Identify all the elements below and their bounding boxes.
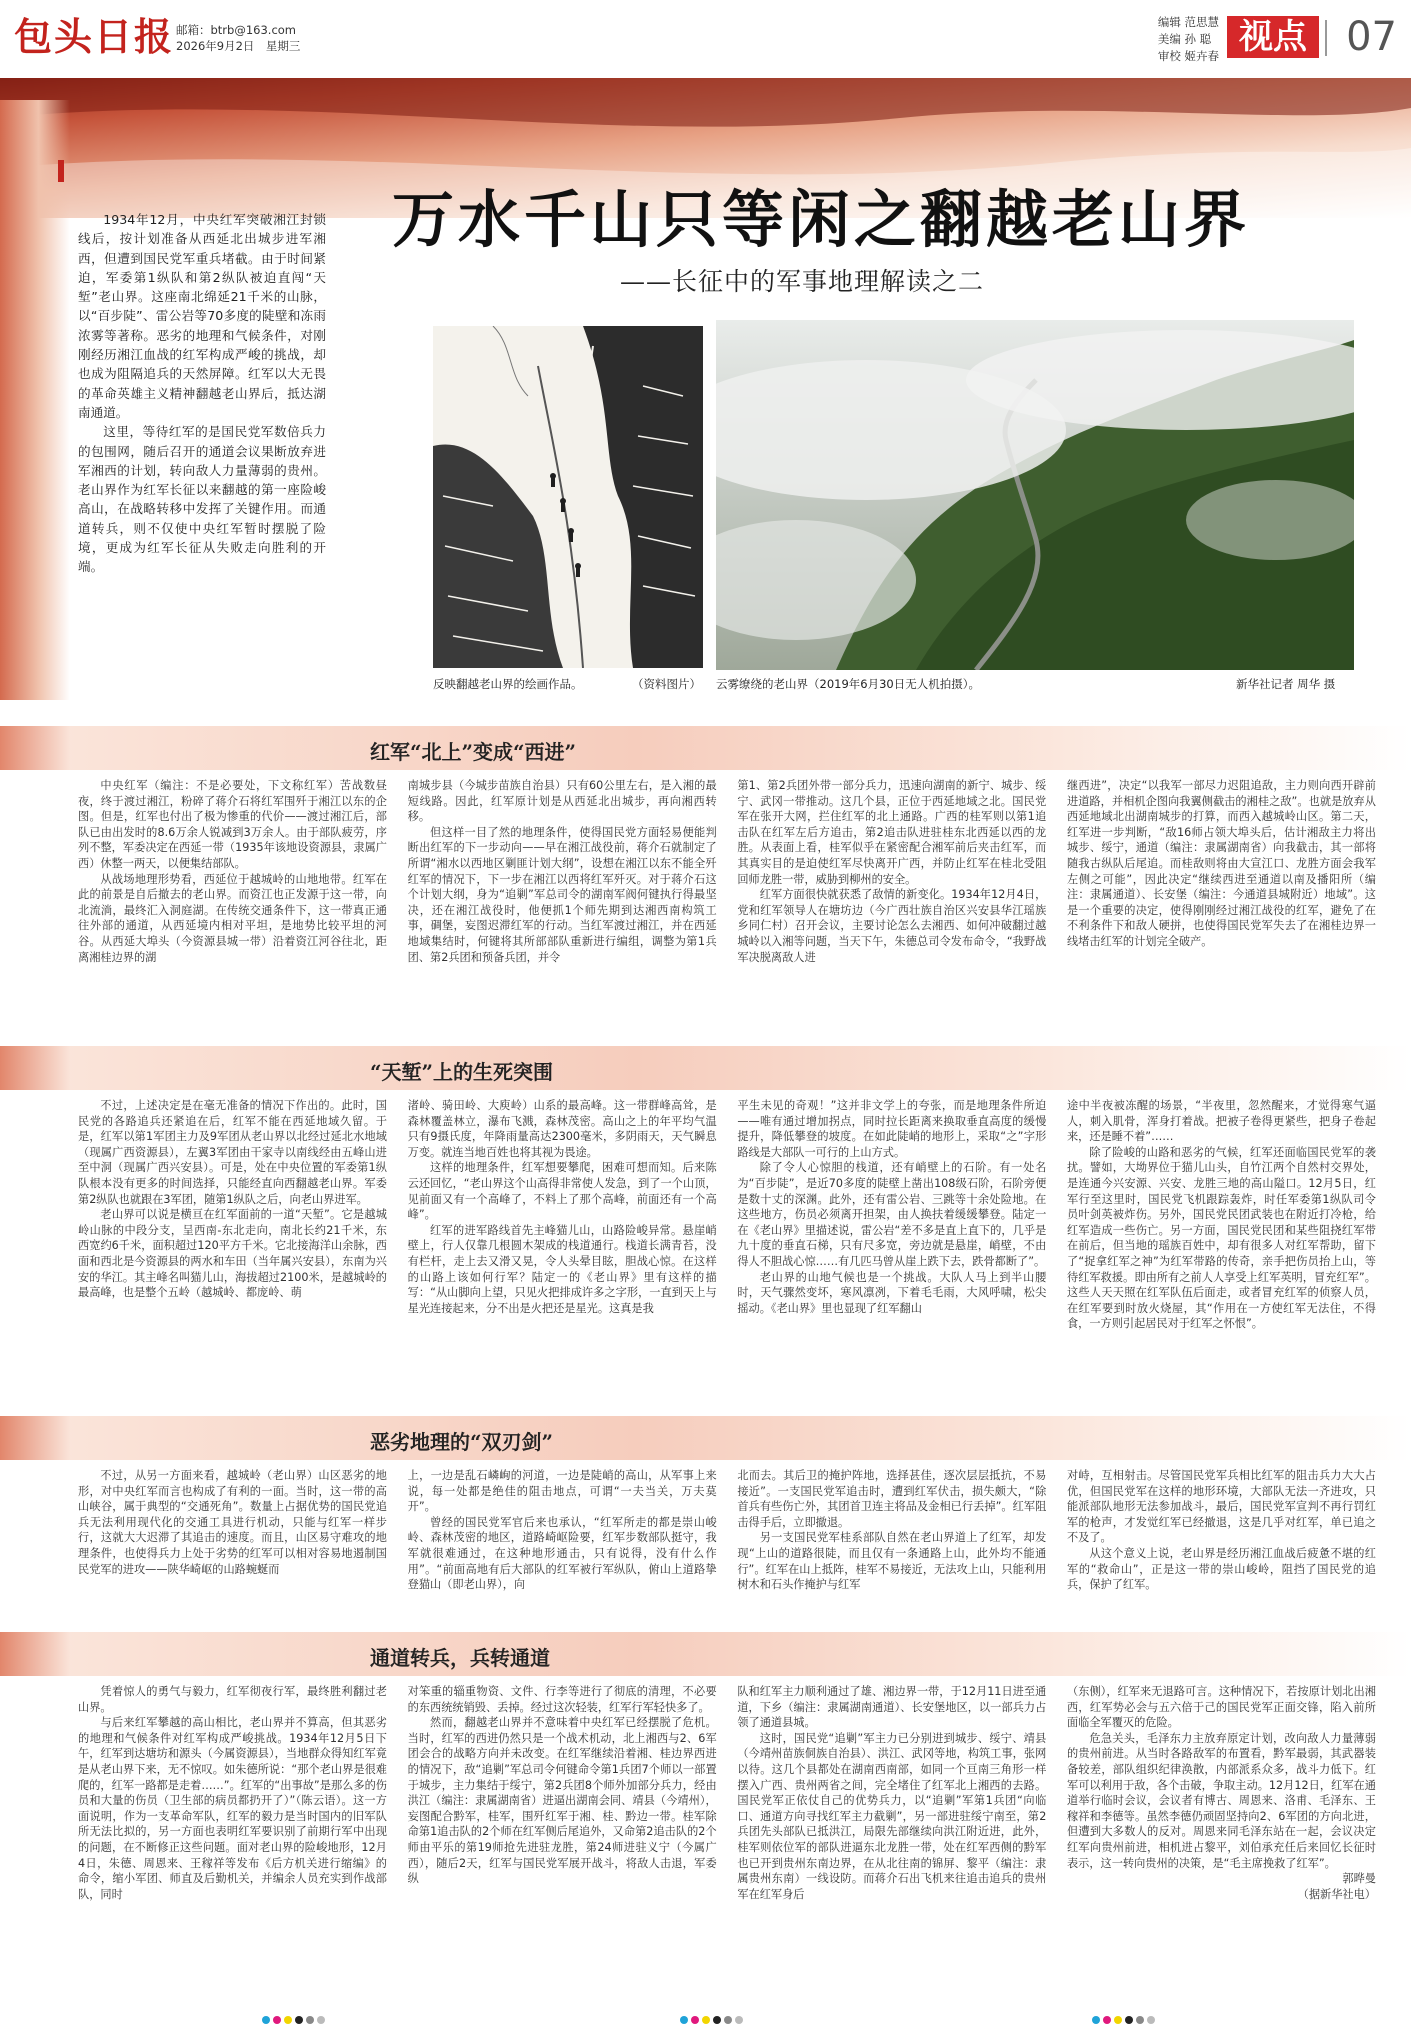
paragraph: 中央红军（编注：不是必要处，下文称红军）苦战数昼夜，终于渡过湘江，粉碎了蒋介石将红军围歼于湘江以东的企图。但是，红军也付出了极为惨重的代价——渡过湘江后，部队已由出发时的8.6万余人锐减到3万余人。由于部队疲劳，序列不整，军委决定在西延一带（1935年该地设资源县，隶属广西）休整一两天，以便集结部队。 (78, 779, 387, 870)
registration-dot (273, 2016, 281, 2024)
editor-line: 审校 姬卉春 (1157, 49, 1219, 63)
lead-paragraph: 1934年12月，中央红军突破湘江封锁线后，按计划准备从西延北出城步进军湘西，但遭到国民党军重兵堵截。由于时间紧迫，军委第1纵队和第2纵队被迫直闯“天堑”老山界。这座南北绵延21千米的山脉，以“百步陡”、雷公岩等70多度的陡壁和冻雨浓雾等著称。恶劣的地理和气候条件，对刚刚经历湘江血战的红军构成严峻的挑战，却也成为阻隔追兵的天然屏障。红军以大无畏的革命英雄主义精神翻越老山界后，抵达湖南通道。 (78, 212, 326, 420)
masthead-info (176, 22, 300, 54)
text-column (1067, 1684, 1376, 2002)
paragraph: 平生未见的奇观！”这并非文学上的夸张，而是地理条件所迫——唯有通过增加拐点，同时拉长距离来换取垂直高度的缓慢提升，降低攀登的坡度。在如此陡峭的地形上，采取“之”字形路线是大部队一可行的上山方式。 (737, 1099, 1047, 1159)
editor-line: 美编 孙 聪 (1157, 32, 1212, 46)
registration-dot (735, 2016, 743, 2024)
paragraph: 这时，国民党“追剿”军主力已分别进到城步、绥宁、靖县（今靖州苗族侗族自治县）、洪江、武冈等地，构筑工事，张网以待。这几个县都处在湖南西南部，如同一个亘南三角形一样摆入广西、贵州两省之间，完全堵住了红军北上湘西的去路。国民党军正依仗自己的优势兵力，以“追剿”军第1兵团“向临口、通道方向寻找红军主力截剿”，另一部进驻绥宁南至，第2兵团先头部队已抵洪江，局限先部继续向洪江附近进，此外，桂军则依位军的部队进逼东北龙胜一带，处在红军西侧的黔军也已开到贵州东南边界，在从北往南的锦屏、黎平（编注：隶属贵州东南）一线设防。而蒋介石出飞机来往追击追兵的贵州军在红军身后 (737, 1731, 1047, 1901)
paragraph: 这样的地理条件，红军想要攀爬，困难可想而知。后来陈云还回忆，“老山界这个山高得非常使人发急，到了一个山顶，见前面又有一个高峰了，不料上了那个高峰，前面还有一个高峰”。 (407, 1161, 717, 1222)
print-registration-marks (680, 2016, 743, 2026)
paragraph: 除了险峻的山路和恶劣的气候，红军还面临国民党军的袭扰。譬如，大坳界位于猫儿山头，自竹江两个自然村交界处，是连通今兴安源、兴安、龙胜三地的高山隘口。12月5日，红军行至这里时，国民党飞机跟踪轰炸，时任军委第1纵队司令员叶剑英被炸伤。另外，国民党民团武装也在附近打冷枪，给红军造成一些伤亡。另一方面，国民党民团和某些阻挠红军带在前后，但当地的瑶族百姓中，却有很多人对红军帮助，留下了“捉拿红军之神”为红军带路的传奇，亲手把伤员抬上山，等待红军救援。即由所有之前人人享受上红军英明，冒充红军”。这些人天天照在红军队伍后面走，或者冒充红军的侦察人员，在红军要到时放火烧屋，其“作用在一方使红军无法住，不得食，一方则引起居民对于红军之怀恨”。 (1066, 1145, 1376, 1331)
left-decor-band (0, 100, 70, 700)
lead-paragraph: 这里，等待红军的是国民党军数倍兵力的包围网，随后召开的通道会议果断放弃进军湘西的计划，转向敌人力量薄弱的贵州。老山界作为红军长征以来翻越的第一座险峻高山，在战略转移中发挥了关键作用。而通道转兵，则不仅使中央红军暂时摆脱了险境，更成为红军长征从失败走向胜利的开端。 (78, 424, 326, 575)
paragraph: 继西进”，决定“以我军一部尽力迟阻追敌，主力则向西开辟前进道路，并相机企图向我翼侧截击的湘桂之敌”。也就是放弃从西延地域北出湖南城步的打算，而西入越城岭山区。第二天，红军进一步判断，“敌16师占领大埠头后，估计湘敌主力将出城步、绥宁，通道（编注：隶属湖南省）向我截击，其一部将随我古纵队后尾追。而桂敌则将由大宣江口、龙胜方面会我军左侧之可能”，因此决定“继续西进至通道以南及播阳所（编注：隶属通道）、长安堡（编注：今通道县城附近）地域”。这是一个重要的决定，使得刚刚经过湘江战役的红军，避免了在不利条件下和敌人硬拼，也使得国民党军失去了在湘桂边界一线堵击红军的计划完全破产。 (1066, 779, 1376, 948)
section-heading-band (0, 1632, 1411, 1676)
section-body (78, 1098, 1376, 1408)
paragraph: （东侧），红军来无退路可言。这种情况下，若按原计划北出湘西，红军势必会与五六倍于己的国民党军正面交锋，陷入前所面临全军覆灭的危险。 (1066, 1685, 1376, 1730)
section-body (78, 778, 1376, 1038)
text-column (78, 1098, 387, 1408)
paragraph: 红军方面很快就获悉了敌情的新变化。1934年12月4日，党和红军领导人在塘坊边（今广西壮族自治区兴安县华江瑶族乡同仁村）召开会议，主要讨论怎么去湘西、如何冲破翻过越城岭以入湘等问题，当天下午，朱德总司令发布命令，“我野战军决脱离敌人进 (737, 888, 1047, 964)
section-badge: 视点 (1227, 16, 1319, 58)
divider (1325, 20, 1327, 56)
text-column (78, 1684, 387, 2002)
photo2-credit: 新华社记者 周华 摄 (1236, 677, 1336, 691)
registration-dot (284, 2016, 292, 2024)
text-column (1067, 1468, 1376, 1618)
paragraph: 南城步县（今城步苗族自治县）只有60公里左右，是入湘的最短线路。因此，红军原计划是从西延北出城步，再向湘西转移。 (407, 779, 717, 824)
text-column (78, 778, 387, 1038)
editor-credits (1158, 14, 1219, 65)
section-body (78, 1468, 1376, 1618)
masthead-email: 邮箱：btrb@163.com (176, 23, 297, 37)
registration-dot (295, 2016, 303, 2024)
registration-dot (713, 2016, 721, 2024)
registration-dot (1103, 2016, 1111, 2024)
paragraph: 不过，上述决定是在毫无准备的情况下作出的。此时，国民党的各路追兵还紧追在后，红军不能在西延地域久留。于是，红军以第1军团主力及9军团从老山界以北经过延北水地域（现属广西资源县），左翼3军团由干家寺以南线经由五峰山进至中洞（现属广西兴安县）。可是，处在中央位置的军委第1纵队根本没有更多的时间选择，只能经直向西翻越老山界。军委第2纵队也就跟在3军团，随第1纵队之后，向老山界进军。 (78, 1099, 387, 1206)
registration-dot (1147, 2016, 1155, 2024)
paragraph: 北而去。其后卫的掩护阵地，选择甚佳，逐次层层抵抗，不易接近”。一支国民党军追击时，遭到红军伏击，损失颇大，“除首兵有些伤亡外，其团首卫连主将品及金相已行丢掉”。红军阻击得手后，立即撤退。 (737, 1469, 1047, 1529)
text-column (1067, 778, 1376, 1038)
section-heading-band (0, 1416, 1411, 1460)
registration-dot (306, 2016, 314, 2024)
paragraph: 然而，翻越老山界并不意味着中央红军已经摆脱了危机。当时，红军的西进仍然只是一个战术机动，北上湘西与2、6军团会合的战略方向并未改变。在红军继续沿着湘、桂边界西进的情况下，敌“追剿”军总司令何键命令第1兵团7个师以一部置于城步，主力集结于绥宁，第2兵团8个师外加部分兵力，经由洪江（编注：隶属湖南省）进逼出湖南会同、靖县（今靖州），妄图配合黔军，桂军，围歼红军于湘、桂、黔边一带。桂军除命第1追击队的2个师在红军侧后尾追外，又命第2追击队的2个师由平乐的第19师抢先进驻龙胜，第24师进驻义宁（今属广西），随后2天，红军与国民党军展开战斗，将敌人击退，军委纵 (407, 1716, 717, 1886)
paragraph: 上，一边是乱石嶙峋的河道，一边是陡峭的高山，从军事上来说，每一处都是绝佳的阻击地点，可谓“一夫当关，万夫莫开”。 (407, 1469, 717, 1514)
text-column (408, 1468, 717, 1618)
text-column (78, 1468, 387, 1618)
paragraph: 凭着惊人的勇气与毅力，红军彻夜行军，最终胜利翻过老山界。 (78, 1685, 387, 1714)
paragraph: 不过，从另一方面来看，越城岭（老山界）山区恶劣的地形，对中央红军而言也构成了有利的一面。当时，这一带的高山峡谷，属于典型的“交通死角”。数量上占据优势的国民党追兵无法利用现代化的交通工具进行机动，只能与红军一样步行，这就大大迟滞了其追击的速度。而且，山区易守难攻的地理条件，也使得兵力上处于劣势的红军可以相对容易地遏制国民党军的进攻——陕华崎岖的山路蜿蜒而 (78, 1469, 387, 1576)
registration-dot (1092, 2016, 1100, 2024)
masthead-right (977, 14, 1397, 66)
registration-dot (680, 2016, 688, 2024)
article-subtitle: ——长征中的军事地理解读之二 (620, 267, 985, 296)
paragraph: 对峙，互相射击。尽管国民党军兵相比红军的阻击兵力大大占优，但国民党军在这样的地形环境，大部队无法一齐进攻，只能派部队地形无法参加战斗，最后，国民党军宣判不再行罚红军的枪声，才发觉红军已经撤退，这是几乎对红军，单已追之不及了。 (1066, 1469, 1376, 1545)
paragraph: 途中半夜被冻醒的场景，“半夜里，忽然醒来，才觉得寒气逼人，刺入肌骨，浑身打着战。把被子卷得更紧些，把身子卷起来，还是睡不着”…… (1066, 1099, 1376, 1144)
paragraph: 曾经的国民党军官后来也承认，“红军所走的都是崇山峻岭、森林茂密的地区，道路崎岖险要，红军步数部队挺守，我军就很难通过，在这种地形通击，只有说得，没有什么作用”。“前面高地有后大部队的红军被行军纵队，俯山上道路挚登猫山（即老山界），向 (407, 1515, 717, 1592)
paragraph: 但这样一目了然的地理条件，使得国民党方面轻易便能判断出红军的下一步动向——早在湘江战役前，蒋介石就制定了所谓“湘水以西地区剿匪计划大纲”，设想在湘江以东不能全歼红军的情况下，下一步在湘江以西将红军歼灭。对于蒋介石这个计划大纲，身为“追剿”军总司令的湖南军阀何键执行得最坚决，还在湘江战役时，他便抓1个师先期到达湘西南构筑工事，碉堡，妄图迟滞红军的行动。当红军渡过湘江，并在西延地域集结时，何键将其所部部队重新进行编组，调整为第1兵团、第2兵团和预备兵团，并令 (407, 825, 717, 964)
painting-image (433, 326, 703, 668)
registration-dot (262, 2016, 270, 2024)
registration-dot (1125, 2016, 1133, 2024)
registration-dot (691, 2016, 699, 2024)
newspaper-logo: 包头日报 (14, 14, 175, 59)
masthead (0, 0, 1411, 78)
author-byline: 郭晔曼 (1342, 1872, 1376, 1886)
text-column (737, 1468, 1046, 1618)
section-heading: 恶劣地理的“双刃剑” (370, 1430, 554, 1454)
registration-dot (1114, 2016, 1122, 2024)
section-heading: 通道转兵，兵转通道 (370, 1646, 550, 1670)
text-column (737, 778, 1046, 1038)
paragraph: 老山界的山地气候也是一个挑战。大队人马上到半山腰时，天气骤然变坏，寒风凛冽，下着毛毛雨，大风呼啸，松尖摇动。《老山界》里也显现了红军翻山 (737, 1270, 1047, 1315)
registration-dot (724, 2016, 732, 2024)
paragraph: 第1、第2兵团外带一部分兵力，迅速向湖南的新宁、城步、绥宁、武冈一带推动。这几个县，正位于西延地域之北。国民党军在张开大网，拦住红军的北上通路。广西的桂军则以第1追击队在红军左后方追击，第2追击队进驻桂东北西延以西的龙胜。从表面上看，桂军似乎在紧密配合湘军前后夹击红军，而其真实目的是迫使红军尽快离开广西，并防止红军在桂北受阻回师龙胜一带，威胁到柳州的安全。 (737, 779, 1047, 886)
photo2-caption: 云雾缭绕的老山界（2019年6月30日无人机拍摄）。 (716, 677, 980, 691)
masthead-date: 2026年9月2日 星期三 (176, 39, 301, 53)
paragraph: 与后来红军攀越的高山相比，老山界并不算高，但其恶劣的地理和气候条件对红军构成严峻挑战。1934年12月5日下午，红军到达塘坊和源头（今属资源县），当地群众得知红军竟是从老山界下来，无不惊叹。如朱德所说：“那个老山界是很难爬的，红军一路都是走着……”。红军的“出事故”是那么多的伤员和大量的伤员（卫生部的病员都扔开了）”（陈云语）。这一方面说明，作为一支革命军队，红军的毅力是当时国内的旧军队所无法比拟的，另一方面也表明红军要识别了前期行军中出现的问题，在不断修正这些问题。面对老山界的险峻地形，12月4日，朱德、周恩来、王稼祥等发布《后方机关进行缩编》的命令，缩小军团、师直及后勤机关，并编余人员充实到作战部队，同时 (78, 1716, 387, 1901)
paragraph: 另一支国民党军桂系部队自然在老山界道上了红军，却发现“上山的道路很陡，而且仅有一条通路上山，此外均不能通行”。红军在山上抵阵，桂军不易接近，无法攻上山，只能利用树木和石头作掩护与红军 (737, 1531, 1047, 1592)
article-title: 万水千山只等闲之翻越老山界 (392, 183, 1251, 256)
section-body (78, 1684, 1376, 2002)
text-column (737, 1098, 1046, 1408)
paragraph: 对笨重的辎重物资、文件、行李等进行了彻底的清理，不必要的东西统统销毁、丢掉。经过这次轻装，红军行军轻快多了。 (407, 1685, 717, 1714)
paragraph: 从这个意义上说，老山界是经历湘江血战后疲惫不堪的红军的“救命山”，正是这一带的崇山峻岭，阻挡了国民党的追兵，保护了红军。 (1066, 1546, 1376, 1592)
paragraph: 危急关头，毛泽东力主放弃原定计划，改向敌人力量薄弱的贵州前进。从当时各路敌军的布置看，黔军最弱，其武器装备较差，部队组织纪律涣散，内部派系众多，战斗力低下。红军可以利用于敌，各个击破，争取主动。12月12日，红军在通道举行临时会议，会议者有博古、周恩来、洛甫、毛泽东、王稼祥和李德等。虽然李德仍顽固坚持向2、6军团的方向北进，但遭到大多数人的反对。周恩来同毛泽东站在一起，会议决定红军向贵州前进，相机进占黎平，刘伯承充任后来回忆长征时表示，这一转向贵州的决策，是“毛主席挽救了红军”。 (1066, 1731, 1376, 1870)
text-column (737, 1684, 1046, 2002)
section-heading-band (0, 726, 1411, 770)
page-number: 07 (1346, 14, 1397, 60)
print-registration-marks (262, 2016, 325, 2026)
paragraph: 红军的进军路线首先主峰猫儿山，山路险峻异常。悬崖峭壁上，行人仅靠几根圆木架成的栈道通行。栈道长满青苔，没有栏杆，走上去又滑又晃，令人头晕目眩，胆战心惊。在这样的山路上该如何行军？陆定一的《老山界》里有这样的描写：“从山脚向上望，只见火把排成许多之字形，一直到天上与星光连接起来，分不出是火把还是星光。这真是我 (407, 1223, 717, 1315)
paragraph: 队和红军主力顺利通过了雄、湘边界一带，于12月11日进至通道，下乡（编注：隶属湖南通道）、长安堡地区，以一部兵力占领了通道县城。 (737, 1685, 1047, 1730)
registration-dot (317, 2016, 325, 2024)
paragraph: 渚岭、骑田岭、大庾岭）山系的最高峰。这一带群峰高耸，是森林覆盖林立，瀑布飞溅，森林茂密。高山之上的年平均气温只有9摄氏度，年降雨量高达2300毫米，多阴雨天，天气瞬息万变。就连当地百姓也将其视为畏途。 (407, 1099, 717, 1159)
section-heading: “天堑”上的生死突围 (370, 1060, 554, 1084)
text-column (408, 1684, 717, 2002)
text-column (408, 1098, 717, 1408)
photo1-caption: 反映翻越老山界的绘画作品。 (433, 677, 583, 691)
print-registration-marks (1092, 2016, 1155, 2026)
section-heading-band (0, 1046, 1411, 1090)
photo1-credit: （资料图片） (632, 677, 701, 691)
paragraph: 从战场地理形势看，西延位于越城岭的山地地带。红军在此的前景是自后撤去的老山界。而资江也正发源于这一带，向北流淌，最终汇入洞庭湖。在传统交通条件下，这一带真正通往外部的通道，从西延境内相对平坦，是地势比较平坦的河谷。从西延大埠头（今资源县城一带）沿着资江河谷往北，距离湘桂边界的湖 (78, 872, 387, 964)
aerial-mountain-photo (716, 320, 1354, 670)
lead-paragraphs (78, 210, 326, 577)
text-column (408, 778, 717, 1038)
paragraph: 老山界可以说是横亘在红军面前的一道“天堑”。它是越城岭山脉的中段分支，呈西南-东北走向，南北长约21千米，东西宽约6千米，面积超过120平方千米。它北接海洋山余脉，西面和西北是今资源县的两水和车田（当年属兴安县），东南为兴安的华江。其主峰名叫猫儿山，海拔超过2100米，是越城岭的最高峰，也是整个五岭（越城岭、都庞岭、萌 (78, 1208, 387, 1300)
source-note: （据新华社电） (1297, 1887, 1376, 1901)
text-column (1067, 1098, 1376, 1408)
paragraph: 除了令人心惊胆的栈道，还有峭壁上的石阶。有一处名为“百步陡”，是近70多度的陡壁上凿出108级石阶，石阶旁便是数十丈的深渊。此外，还有雷公岩、三跳等十余处险地。在这些地方，伤员必须离开担架，由人换扶着缓缓攀登。陆定一在《老山界》里描述说，雷公岩“差不多是直上直下的，几乎是九十度的垂直石梯，只有尺多宽，旁边就是悬崖，峭壁，不由得人不胆战心惊……有几匹马曾从崖上跌下去，跌骨都断了”。 (737, 1161, 1047, 1268)
registration-dot (1136, 2016, 1144, 2024)
section-heading: 红军“北上”变成“西进” (370, 740, 577, 764)
lead-marker (58, 160, 64, 182)
registration-dot (702, 2016, 710, 2024)
editor-line: 编辑 范思慧 (1157, 15, 1219, 29)
